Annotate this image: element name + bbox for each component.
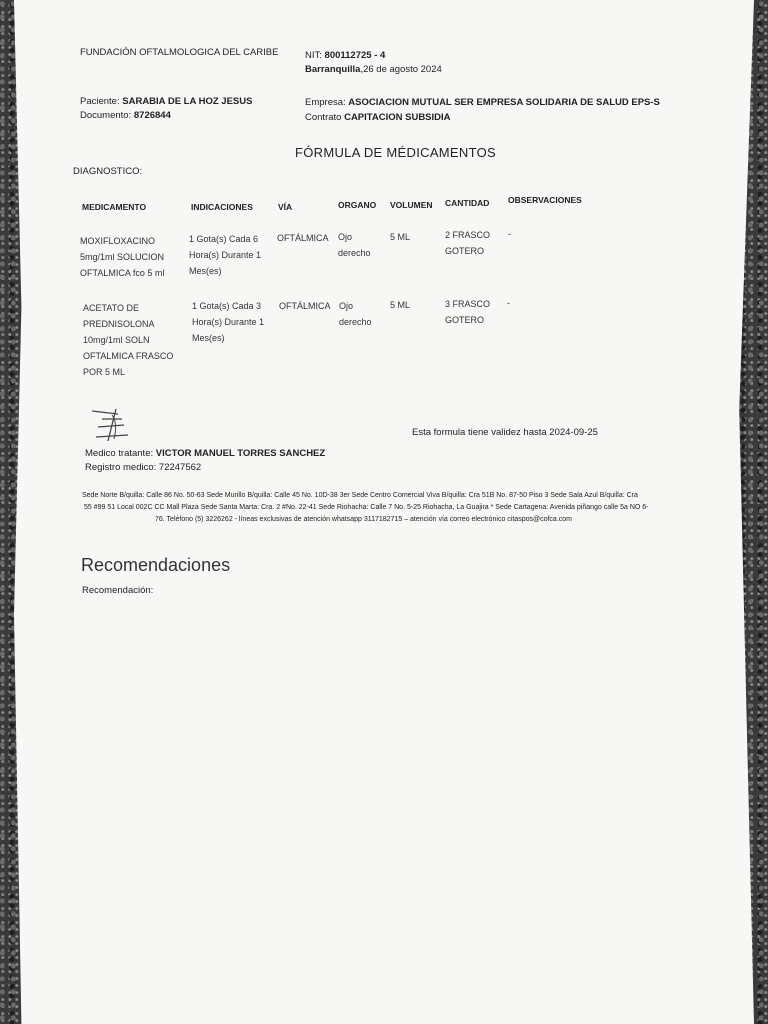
header-volumen: VOLUMEN (390, 200, 433, 210)
contract (305, 111, 451, 124)
recommendation-label: Recomendación: (82, 585, 154, 596)
medication-line: MOXIFLOXACINO (80, 236, 156, 246)
registry-value: 72247562 (158, 462, 202, 473)
indication-line: Hora(s) Durante 1 (189, 250, 262, 260)
doctor (85, 447, 325, 460)
medication-line: OFTALMICA FRASCO (83, 351, 174, 361)
contract-label: Contrato (305, 112, 342, 123)
nit-label: NIT: (305, 50, 322, 61)
nit-value: 800112725 - 4 (324, 50, 386, 61)
medication-line: OFTALMICA fco 5 ml (80, 268, 165, 278)
patient (80, 95, 252, 108)
city: Barranquilla (305, 64, 361, 75)
recommendations-title: Recomendaciones (81, 555, 231, 575)
observations-cell: - (507, 298, 510, 308)
quantity-cell (445, 296, 490, 328)
document (80, 109, 171, 122)
indication-line: 1 Gota(s) Cada 3 (192, 301, 262, 311)
organ-line: derecho (338, 248, 371, 258)
quantity-line: 2 FRASCO (445, 230, 491, 240)
medication-line: POR 5 ML (83, 367, 126, 377)
document-label: Documento: (80, 110, 132, 121)
observations-cell: - (508, 229, 511, 239)
quantity-line: GOTERO (445, 315, 485, 325)
header-cantidad: CANTIDAD (445, 198, 490, 208)
validity-note: Esta formula tiene validez hasta 2024-09-25 (412, 427, 598, 438)
doctor-name: VICTOR MANUEL TORRES SANCHEZ (155, 448, 326, 459)
indication-line: 1 Gota(s) Cada 6 (189, 234, 259, 244)
organ-cell (339, 298, 372, 330)
header-organo: ORGANO (338, 200, 377, 210)
medication-line: PREDNISOLONA (83, 319, 155, 329)
footer-line-3: 76. Teléfono (5) 3226262 - líneas exclusivas de atención whatsapp 3117182715 – atención vía correo electrónico citaspos@cofca.com (155, 516, 572, 523)
table-row (80, 233, 164, 281)
header-medicamento: MEDICAMENTO (82, 202, 147, 212)
via-cell: OFTÁLMICA (277, 233, 329, 243)
header-via: VÍA (278, 202, 293, 212)
doctor-signature (88, 405, 144, 445)
volume-cell: 5 ML (390, 232, 411, 242)
via-cell: OFTÁLMICA (279, 301, 331, 311)
indication-line: Hora(s) Durante 1 (192, 317, 265, 327)
registry (85, 461, 201, 474)
company (305, 96, 660, 109)
nit (305, 49, 385, 62)
header-indicaciones: INDICACIONES (191, 202, 253, 212)
company-label: Empresa: (305, 97, 346, 108)
quantity-cell (445, 227, 490, 259)
date: ,26 de agosto 2024 (360, 64, 442, 75)
table-row (83, 300, 173, 380)
institution-name: FUNDACIÓN OFTALMOLOGICA DEL CARIBE (80, 47, 279, 58)
document-value: 8726844 (133, 110, 171, 121)
organ-line: Ojo (338, 232, 353, 242)
medication-line: 5mg/1ml SOLUCION (80, 252, 165, 262)
contract-value: CAPITACION SUBSIDIA (344, 112, 451, 123)
indications-cell (192, 298, 264, 346)
quantity-line: GOTERO (445, 246, 485, 256)
place-date (305, 63, 442, 76)
medication-line: 10mg/1ml SOLN (83, 335, 150, 345)
patient-label: Paciente: (80, 96, 120, 107)
patient-name: SARABIA DE LA HOZ JESUS (122, 96, 253, 107)
header-observaciones: OBSERVACIONES (508, 195, 582, 205)
quantity-line: 3 FRASCO (445, 299, 491, 309)
volume-cell: 5 ML (390, 300, 411, 310)
indications-cell (189, 231, 261, 279)
doctor-label: Medico tratante: (85, 448, 154, 459)
footer-line-2: 55 #99 51 Local 002C CC Mall Plaza Sede Santa Marta: Cra. 2 #No. 22-41 Sede Riohacha: Calle 7 No. 5-25 Riohacha, La Guajira * Sede Cartagena: Avenida piñango calle 5a NO 6- (84, 504, 649, 511)
footer-line-1: Sede Norte B/quilla: Calle 86 No. 50-63 Sede Murillo B/quilla: Calle 45 No. 10D-38 3er Sede Centro Comercial Viva B/quilla: Cra 51B No. 87-50 Piso 3 Sede Sala Azul B/quilla: Cra (82, 492, 638, 499)
organ-line: Ojo (339, 301, 354, 311)
organ-line: derecho (339, 317, 372, 327)
form-title: FÓRMULA DE MÉDICAMENTOS (295, 145, 496, 160)
medication-line: ACETATO DE (83, 303, 140, 313)
company-value: ASOCIACION MUTUAL SER EMPRESA SOLIDARIA DE SALUD EPS-S (348, 97, 660, 108)
indication-line: Mes(es) (192, 333, 225, 343)
organ-cell (338, 229, 371, 261)
registry-label: Registro medico: (85, 462, 157, 473)
diagnosis-label: DIAGNOSTICO: (73, 166, 143, 177)
indication-line: Mes(es) (189, 266, 222, 276)
